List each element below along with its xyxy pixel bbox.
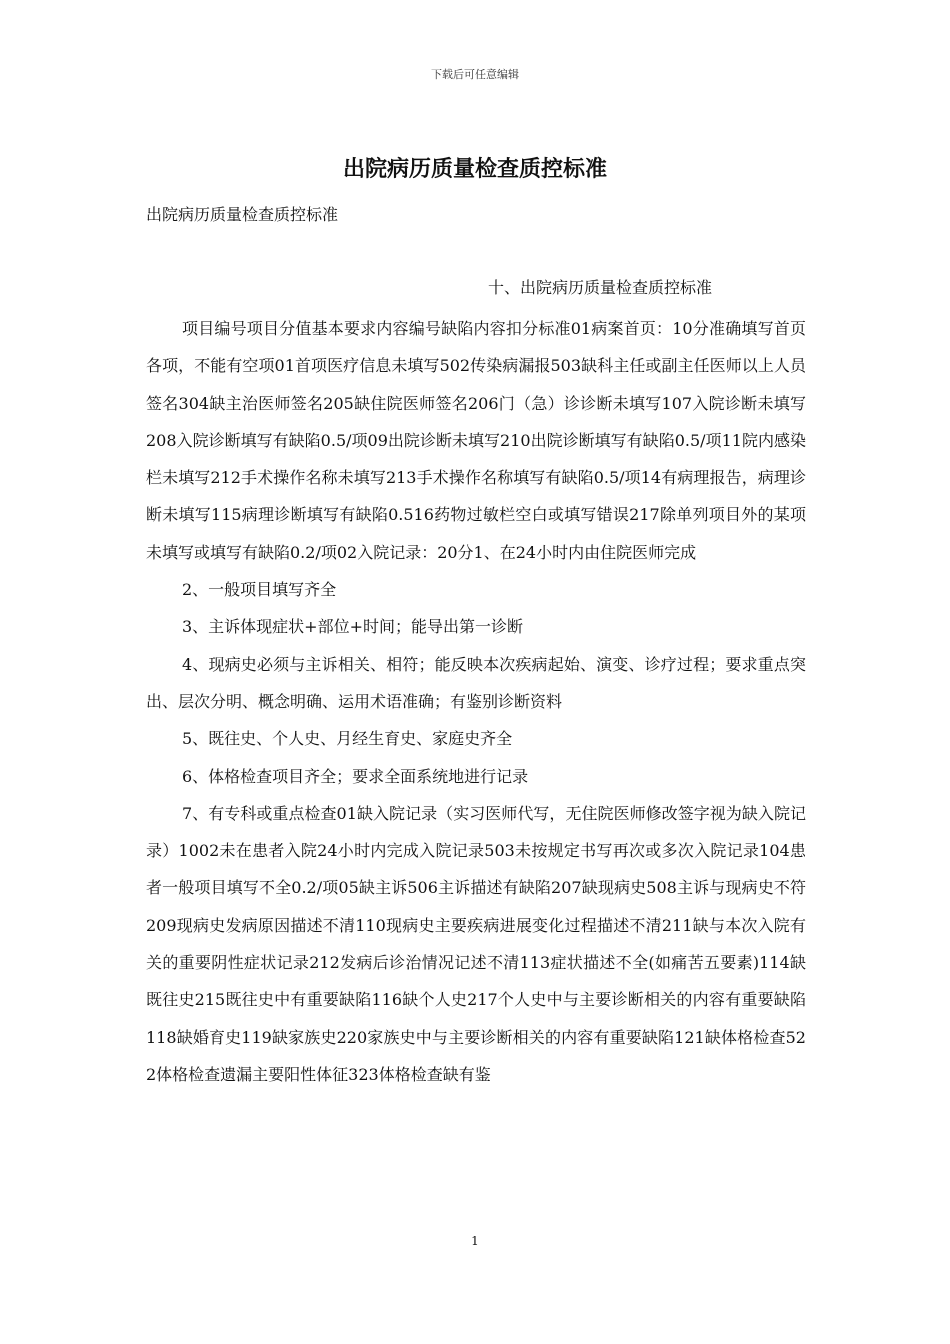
paragraph: 7、有专科或重点检查01缺入院记录（实习医师代写，无住院医师修改签字视为缺入院记录）1002未在患者入院24小时内完成入院记录503未按规定书写再次或多次入院记录104患者一般项目填写不全0.2/项05缺主诉506主诉描述有缺陷207缺现病史508主诉与现病史不符209现病史发病原因描述不清110现病史主要疾病进展变化过程描述不清211缺与本次入院有关的重要阴性症状记录212发病后诊治情况记述不清113症状描述不全(如痛苦五要素)114缺既往史215既往史中有重要缺陷116缺个人史217个人史中与主要诊断相关的内容有重要缺陷118缺婚育史119缺家族史220家族史中与主要诊断相关的内容有重要缺陷121缺体格检查522体格检查遗漏主要阳性体征323体格检查缺有鉴 bbox=[146, 803, 806, 1084]
body-text bbox=[146, 310, 806, 1093]
section-heading: 十、出院病历质量检查质控标准 bbox=[488, 278, 713, 297]
paragraph: 5、既往史、个人史、月经生育史、家庭史齐全 bbox=[182, 729, 513, 749]
paragraph: 项目编号项目分值基本要求内容编号缺陷内容扣分标准01病案首页：10分准确填写首页各项，不能有空项01首项医疗信息未填写502传染病漏报503缺科主任或副主任医师以上人员签名304缺主治医师签名205缺住院医师签名206门（急）诊诊断未填写107入院诊断未填写208入院诊断填写有缺陷0.5/项09出院诊断未填写210出院诊断填写有缺陷0.5/项11院内感染栏未填写212手术操作名称未填写213手术操作名称填写有缺陷0.5/项14有病理报告，病理诊断未填写115病理诊断填写有缺陷0.516药物过敏栏空白或填写错误217除单列项目外的某项未填写或填写有缺陷0.2/项02入院记录：20分1、在24小时内由住院医师完成 bbox=[146, 319, 806, 562]
paragraph: 6、体格检查项目齐全；要求全面系统地进行记录 bbox=[182, 766, 529, 786]
document-subtitle: 出院病历质量检查质控标准 bbox=[146, 205, 339, 224]
paragraph: 3、主诉体现症状+部位+时间；能导出第一诊断 bbox=[182, 617, 523, 637]
page-header-note: 下载后可任意编辑 bbox=[431, 68, 519, 81]
document-title: 出院病历质量检查质控标准 bbox=[342, 156, 607, 182]
paragraph: 2、一般项目填写齐全 bbox=[182, 580, 337, 600]
page-number: 1 bbox=[471, 1234, 479, 1248]
paragraph: 4、现病史必须与主诉相关、相符；能反映本次疾病起始、演变、诊疗过程；要求重点突出、层次分明、概念明确、运用术语准确；有鉴别诊断资料 bbox=[146, 654, 806, 711]
